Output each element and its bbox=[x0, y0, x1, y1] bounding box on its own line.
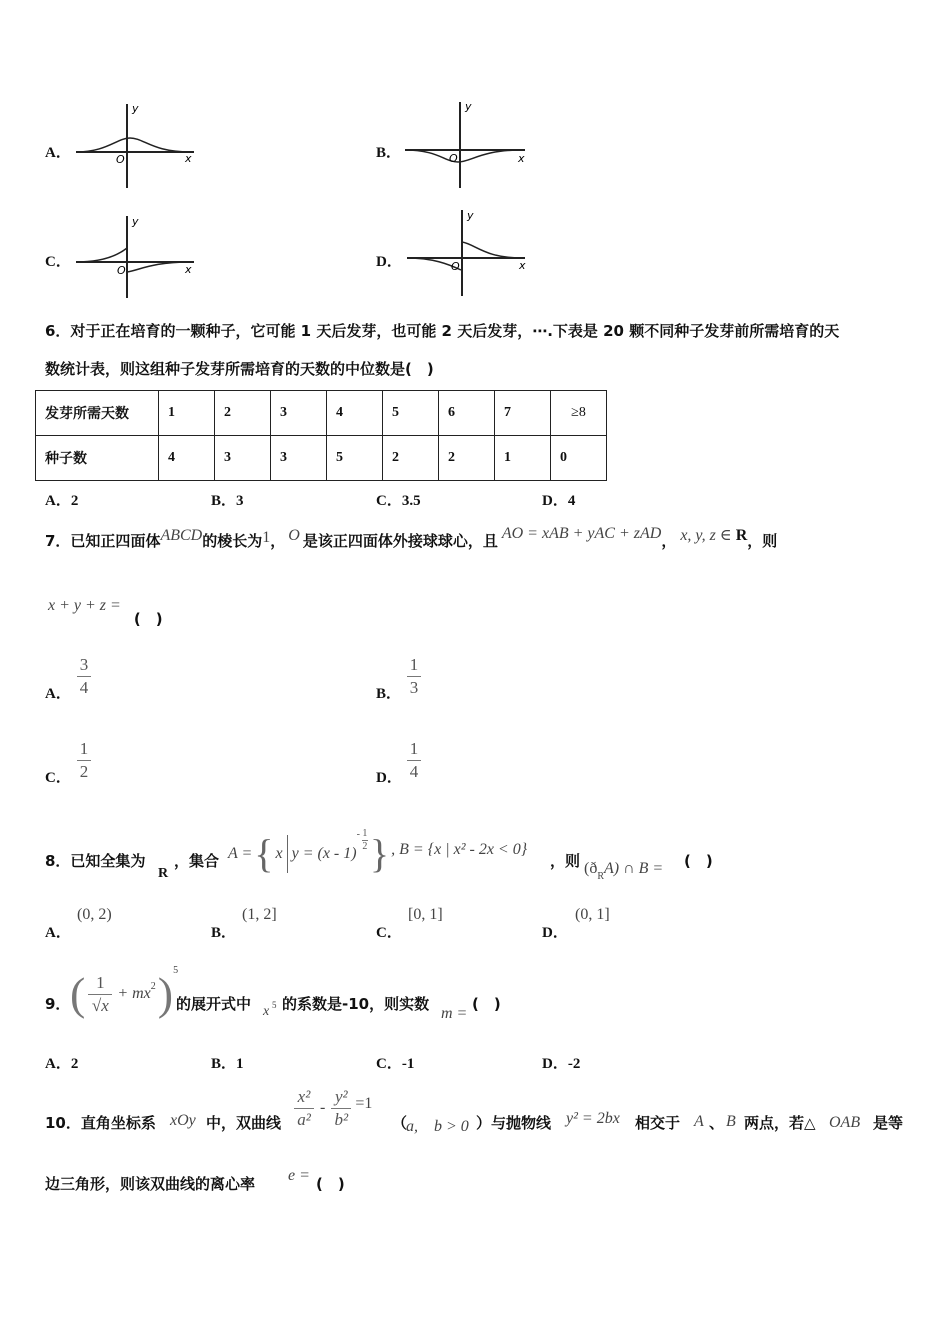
answer-paren: ( ) bbox=[316, 1175, 345, 1193]
option-a: A．2 bbox=[45, 493, 79, 509]
numerator: 1 bbox=[96, 972, 105, 992]
point-a: A bbox=[694, 1113, 704, 1130]
exponent: 5 bbox=[272, 1000, 277, 1010]
math-y-condition: y = (x - 1) bbox=[291, 845, 357, 862]
question-text: 的系数是-10，则实数 bbox=[282, 995, 430, 1013]
question-text: 相交于 bbox=[635, 1114, 681, 1132]
x-axis-label: x bbox=[518, 152, 525, 165]
binomial-fraction bbox=[88, 974, 112, 1015]
table-cell: 2 bbox=[439, 436, 495, 481]
table-cell: 5 bbox=[383, 391, 439, 436]
question-text: 、 bbox=[709, 1114, 725, 1132]
table-row-header: 种子数 bbox=[36, 436, 159, 481]
hyperbola-equation bbox=[294, 1088, 372, 1129]
math-set-a: A = bbox=[228, 845, 253, 862]
power-exponent: 5 bbox=[173, 964, 179, 976]
question-text: 两点，若△ bbox=[744, 1114, 816, 1132]
math-parabola: y² = 2bx bbox=[566, 1110, 620, 1127]
exponent-denominator: 2 bbox=[362, 840, 368, 852]
denominator: b² bbox=[334, 1109, 349, 1129]
subscript-r: R bbox=[597, 871, 604, 882]
math-x: x bbox=[263, 1004, 270, 1019]
fraction-c bbox=[77, 740, 91, 781]
option-label: C． bbox=[45, 770, 71, 786]
option-label: B． bbox=[211, 925, 237, 941]
complement-symbol: (ð bbox=[584, 860, 598, 877]
table-cell: 7 bbox=[495, 391, 551, 436]
fraction-a bbox=[77, 656, 91, 697]
y-axis-label: y bbox=[132, 102, 139, 115]
exponent: 2 bbox=[150, 980, 156, 992]
origin-label: O bbox=[116, 153, 125, 166]
graph-c bbox=[72, 212, 202, 302]
question-text: ，集合 bbox=[174, 852, 220, 870]
option-b-value: (1, 2] bbox=[242, 906, 277, 923]
numerator: 1 bbox=[409, 739, 419, 758]
option-label: B． bbox=[376, 686, 402, 702]
fraction-y bbox=[331, 1088, 351, 1129]
question-text: ，则 bbox=[550, 852, 581, 870]
graph-a bbox=[72, 100, 202, 192]
x-axis-label: x bbox=[185, 263, 192, 276]
table-row-header: 发芽所需天数 bbox=[36, 391, 159, 436]
option-d: D．-2 bbox=[542, 1056, 581, 1072]
question-9-prefix: 9． bbox=[45, 995, 71, 1013]
question-text: ， bbox=[661, 532, 677, 550]
numerator: x² bbox=[297, 1087, 311, 1106]
option-d-value: (0, 1] bbox=[575, 906, 610, 923]
option-label: A． bbox=[45, 145, 71, 161]
math-mx: + mx bbox=[117, 985, 151, 1002]
germination-table bbox=[35, 390, 607, 481]
table-cell: 3 bbox=[271, 436, 327, 481]
numerator: 3 bbox=[79, 655, 89, 674]
option-label: A． bbox=[45, 925, 71, 941]
numerator: y² bbox=[335, 1087, 348, 1106]
triangle-oab: OAB bbox=[829, 1114, 861, 1131]
question-10-prefix: 10．直角坐标系 bbox=[45, 1114, 156, 1132]
fraction-d bbox=[407, 740, 421, 781]
vector-equation: AO = xAB + yAC + zAD bbox=[501, 525, 662, 542]
question-text: 7．已知正四面体 bbox=[45, 532, 161, 550]
numerator: 1 bbox=[79, 739, 89, 758]
numerator: 1 bbox=[409, 655, 419, 674]
denominator: 4 bbox=[409, 761, 419, 781]
table-cell: 5 bbox=[327, 436, 383, 481]
complement-expression bbox=[584, 858, 664, 882]
option-label: D． bbox=[376, 770, 402, 786]
option-label: D． bbox=[376, 254, 402, 270]
table-cell: 6 bbox=[439, 391, 495, 436]
table-row bbox=[36, 391, 607, 436]
math-one: 1 bbox=[262, 529, 271, 546]
math-set-b: , B = {x | x² - 2x < 0} bbox=[391, 841, 528, 858]
math-real-set: R bbox=[735, 527, 748, 544]
graph-d bbox=[403, 208, 533, 300]
math-e: e = bbox=[288, 1167, 310, 1184]
fraction-x bbox=[294, 1088, 314, 1129]
math-o: O bbox=[288, 527, 300, 544]
denominator: 2 bbox=[79, 761, 89, 781]
answer-paren: ( ) bbox=[472, 995, 501, 1013]
table-cell: 2 bbox=[215, 391, 271, 436]
option-c: C．-1 bbox=[376, 1056, 415, 1072]
question-6-line-1: 6．对于正在培育的一颗种子，它可能 1 天后发芽，也可能 2 天后发芽，⋯.下表是 20 颗不同种子发芽前所需培育的天 bbox=[45, 322, 840, 340]
question-10-line-2: 边三角形，则该双曲线的离心率 bbox=[45, 1175, 256, 1193]
table-cell: 4 bbox=[159, 436, 215, 481]
table-cell: 3 bbox=[215, 436, 271, 481]
question-text: 中，双曲线 bbox=[206, 1114, 282, 1132]
table-row bbox=[36, 436, 607, 481]
set-expression: A = { x y = (x - 1) - 1 2 } , B = {x | x² - 2x < 0} bbox=[228, 827, 528, 876]
math-x: x bbox=[275, 845, 283, 862]
y-axis-label: y bbox=[132, 215, 139, 228]
origin-label: O bbox=[117, 264, 126, 277]
table-cell: 2 bbox=[383, 436, 439, 481]
question-text: （ bbox=[392, 1114, 408, 1132]
question-text: 是等 bbox=[873, 1114, 904, 1132]
math-m: m = bbox=[441, 1005, 468, 1022]
option-a-value: (0, 2) bbox=[77, 906, 112, 923]
question-text: 的棱长为 bbox=[202, 532, 263, 550]
table-cell: ≥8 bbox=[551, 391, 607, 436]
point-b: B bbox=[726, 1113, 736, 1130]
exponent-numerator: 1 bbox=[362, 827, 368, 839]
question-8-prefix: 8．已知全集为 bbox=[45, 852, 146, 870]
option-a: A．2 bbox=[45, 1056, 79, 1072]
x-axis-label: x bbox=[185, 152, 192, 165]
table-cell: 4 bbox=[327, 391, 383, 436]
option-d: D．4 bbox=[542, 493, 576, 509]
option-b: B．3 bbox=[211, 493, 244, 509]
question-7-line-2 bbox=[48, 594, 163, 628]
denominator: 3 bbox=[409, 677, 419, 697]
math-abcd: ABCD bbox=[160, 527, 203, 544]
table-cell: 1 bbox=[159, 391, 215, 436]
denominator: a² bbox=[297, 1109, 311, 1129]
math-real-set: R bbox=[158, 866, 169, 881]
answer-paren: ( ) bbox=[133, 610, 163, 628]
option-c: C．3.5 bbox=[376, 493, 421, 509]
question-text: 的展开式中 bbox=[176, 995, 252, 1013]
y-axis-label: y bbox=[467, 209, 474, 222]
binomial-expression: ( $\frac{1}{√x}$ + mx 2 ) 5 bbox=[70, 964, 179, 1019]
fraction-b bbox=[407, 656, 421, 697]
option-b: B．1 bbox=[211, 1056, 244, 1072]
denominator: 4 bbox=[79, 677, 89, 697]
question-text: ， bbox=[270, 532, 286, 550]
question-text: ）与抛物线 bbox=[476, 1114, 552, 1132]
question-text: ，则 bbox=[747, 532, 778, 550]
option-label: C． bbox=[45, 254, 71, 270]
option-label: D． bbox=[542, 925, 568, 941]
math-sum: x + y + z = bbox=[48, 597, 121, 614]
table-cell: 0 bbox=[551, 436, 607, 481]
answer-paren: ( ) bbox=[684, 852, 713, 870]
table-cell: 3 bbox=[271, 391, 327, 436]
math-xoy: xOy bbox=[170, 1112, 196, 1129]
math-condition: a, b > 0 bbox=[406, 1118, 469, 1135]
origin-label: O bbox=[449, 152, 458, 165]
math-xyz: x, y, z ∈ bbox=[680, 527, 736, 544]
graph-b bbox=[403, 100, 533, 192]
math-intersection: A) ∩ B = bbox=[604, 860, 664, 877]
y-axis-label: y bbox=[465, 100, 472, 113]
option-label: B． bbox=[376, 145, 402, 161]
table-cell: 1 bbox=[495, 436, 551, 481]
question-7-line-1 bbox=[45, 525, 778, 551]
equals-one: =1 bbox=[355, 1095, 373, 1113]
minus-sign: - bbox=[320, 1099, 326, 1117]
denominator: √x bbox=[91, 995, 109, 1015]
exponent-minus: - bbox=[356, 828, 360, 840]
option-c-value: [0, 1] bbox=[408, 906, 443, 923]
option-label: C． bbox=[376, 925, 402, 941]
question-6-line-2: 数统计表，则这组种子发芽所需培育的天数的中位数是( ) bbox=[45, 360, 434, 378]
origin-label: O bbox=[451, 260, 460, 273]
question-text: 是该正四面体外接球球心，且 bbox=[302, 532, 498, 550]
option-label: A． bbox=[45, 686, 71, 702]
x-axis-label: x bbox=[519, 259, 526, 272]
